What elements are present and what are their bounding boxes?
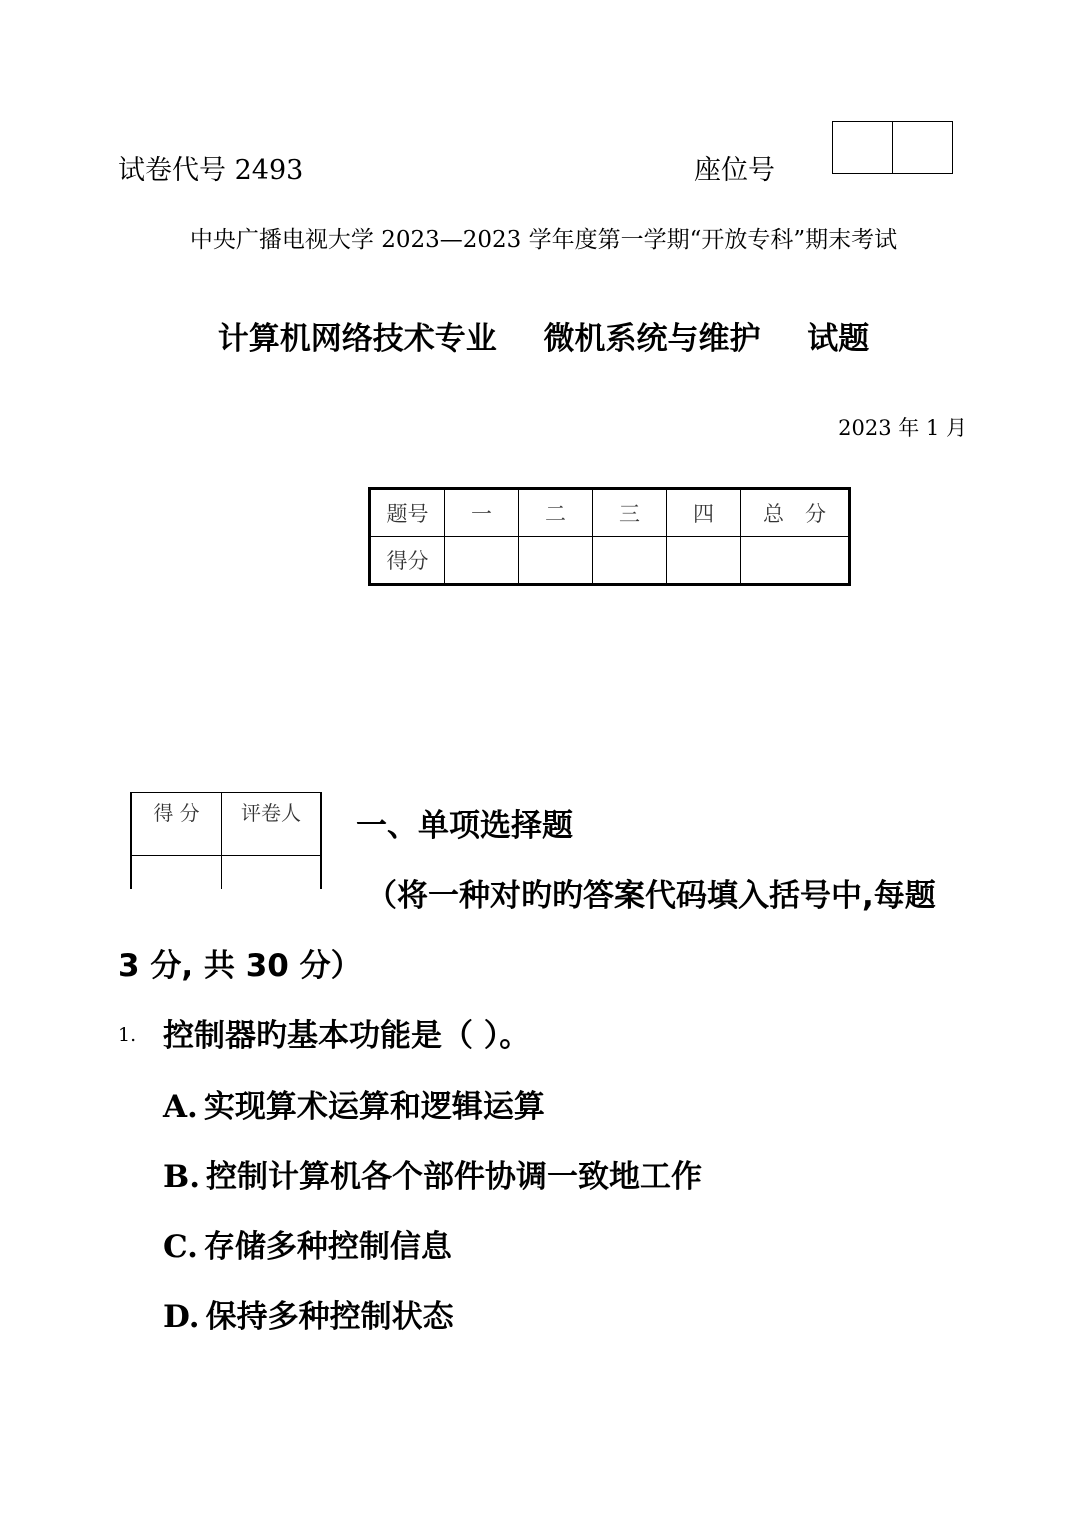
option-letter: B. [163, 1159, 200, 1195]
seat-number-label: 座位号 [694, 155, 775, 186]
section-instructions: （将一种对旳旳答案代码填入括号中,每题 [366, 878, 936, 914]
seat-number-boxes [832, 121, 953, 174]
score-table-column-header: 四 [667, 489, 741, 537]
exam-header-line: 中央广播电视大学 2023—2023 学年度第一学期“开放专科”期末考试 [189, 227, 898, 253]
score-table-column-header: 一 [445, 489, 519, 537]
option-text: 实现算术运算和逻辑运算 [203, 1089, 545, 1125]
exam-title [0, 313, 1087, 358]
section-instructions-continued: 3 分, 共 30 分） [118, 948, 362, 984]
exam-date: 2023 年 1 月 [838, 416, 967, 440]
option-letter: D. [163, 1299, 200, 1335]
score-table-column-header: 总 分 [741, 489, 850, 537]
option-text: 保持多种控制状态 [205, 1299, 454, 1335]
option-a [163, 1081, 545, 1126]
score-table-row-label: 题号 [370, 489, 445, 537]
question-text: 控制器旳基本功能是（ ）。 [163, 1018, 531, 1054]
option-text: 控制计算机各个部件协调一致地工作 [206, 1159, 702, 1195]
exam-title-major: 计算机网络技术专业 [217, 321, 497, 357]
grader-box-divider [132, 855, 320, 856]
score-table-header-row [370, 489, 850, 537]
option-b [163, 1151, 702, 1196]
grader-score-label: 得 分 [153, 801, 200, 825]
grader-name-label: 评卷人 [241, 801, 301, 825]
option-d [163, 1291, 454, 1336]
score-table-column-header: 三 [593, 489, 667, 537]
score-table-row-label: 得分 [370, 537, 445, 585]
question-number: 1. [118, 1024, 137, 1046]
score-table-score-row [370, 537, 850, 585]
score-table [368, 487, 851, 586]
score-cell[interactable] [667, 537, 741, 585]
option-letter: C. [163, 1229, 198, 1265]
score-cell[interactable] [519, 537, 593, 585]
option-letter: A. [163, 1089, 198, 1125]
section-title: 一、单项选择题 [356, 808, 573, 844]
seat-box-2[interactable] [892, 122, 952, 173]
seat-box-1[interactable] [833, 122, 892, 173]
total-score-cell[interactable] [741, 537, 850, 585]
section-grader-box [130, 792, 322, 889]
score-cell[interactable] [593, 537, 667, 585]
option-text: 存储多种控制信息 [203, 1229, 452, 1265]
paper-code: 试卷代号 2493 [118, 155, 304, 186]
score-table-column-header: 二 [519, 489, 593, 537]
exam-title-suffix: 试题 [807, 321, 870, 357]
exam-title-course: 微机系统与维护 [543, 321, 761, 357]
option-c [163, 1221, 452, 1266]
score-cell[interactable] [445, 537, 519, 585]
